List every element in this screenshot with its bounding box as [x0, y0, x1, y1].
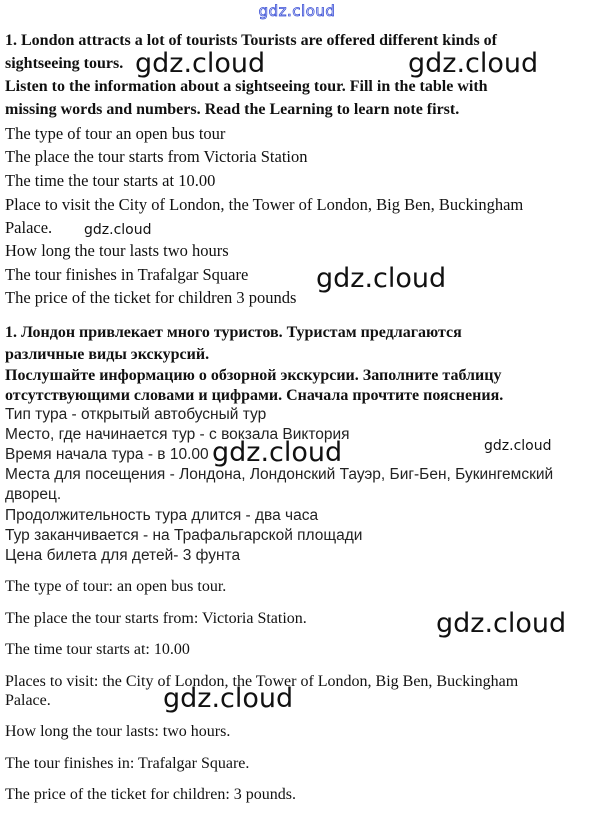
- russian-line: Тур заканчивается - на Трафальгарской площади: [5, 527, 363, 544]
- english-line: The price of the ticket for children 3 pounds: [5, 288, 297, 307]
- russian-line: Место, где начинается тур - с вокзала Виктория: [5, 426, 350, 443]
- answer-line: The place the tour starts from: Victoria Station.: [5, 610, 307, 627]
- answer-line: How long the tour lasts: two hours.: [5, 723, 231, 740]
- watermark: gdz.cloud: [408, 48, 539, 79]
- english-instruction-line-1: Listen to the information about a sightseeing tour. Fill in the table with: [5, 78, 488, 95]
- english-heading-line-1: 1. London attracts a lot of tourists Tourists are offered different kinds of: [5, 32, 497, 49]
- english-instruction-line-2: missing words and numbers. Read the Learning to learn note first.: [5, 101, 460, 118]
- russian-instruction-line-1: Послушайте информацию о обзорной экскурсии. Заполните таблицу: [5, 367, 502, 384]
- answer-line: The type of tour: an open bus tour.: [5, 578, 227, 595]
- english-heading-line-2: sightseeing tours.: [5, 55, 124, 72]
- english-line: Palace.: [5, 218, 53, 237]
- answer-line: Palace.: [5, 692, 51, 709]
- russian-line: Продолжительность тура длится - два часа: [5, 507, 319, 524]
- english-line: Place to visit the City of London, the Tower of London, Big Ben, Buckingham: [5, 195, 524, 214]
- russian-line: дворец.: [5, 486, 62, 503]
- answer-line: Places to visit: the City of London, the Tower of London, Big Ben, Buckingham: [5, 673, 519, 690]
- english-line: The tour finishes in Trafalgar Square: [5, 265, 249, 284]
- russian-line: Время начала тура - в 10.00: [5, 446, 209, 463]
- english-line: The time the tour starts at 10.00: [5, 171, 216, 190]
- russian-line: Цена билета для детей- 3 фунта: [5, 547, 241, 564]
- watermark: gdz.cloud: [84, 222, 152, 238]
- watermark: gdz.cloud: [316, 263, 447, 294]
- russian-heading-line-2: различные виды экскурсий.: [5, 346, 210, 363]
- english-line: How long the tour lasts two hours: [5, 241, 229, 260]
- top-watermark: gdz.cloud: [258, 2, 336, 20]
- english-line: The type of tour an open bus tour: [5, 124, 226, 143]
- russian-line: Тип тура - открытый автобусный тур: [5, 406, 267, 423]
- watermark: gdz.cloud: [163, 683, 294, 714]
- answer-line: The tour finishes in: Trafalgar Square.: [5, 755, 250, 772]
- answer-line: The price of the ticket for children: 3 pounds.: [5, 786, 297, 803]
- watermark: gdz.cloud: [212, 437, 343, 468]
- watermark: gdz.cloud: [436, 608, 567, 639]
- watermark: gdz.cloud: [484, 438, 552, 454]
- russian-line: Места для посещения - Лондона, Лондонский Тауэр, Биг-Бен, Букингемский: [5, 466, 554, 483]
- english-line: The place the tour starts from Victoria Station: [5, 147, 308, 166]
- russian-heading-line-1: 1. Лондон привлекает много туристов. Туристам предлагаются: [5, 324, 462, 341]
- answer-line: The time tour starts at: 10.00: [5, 641, 190, 658]
- russian-instruction-line-2: отсутствующими словами и цифрами. Сначала прочтите пояснения.: [5, 387, 504, 404]
- watermark: gdz.cloud: [135, 48, 266, 79]
